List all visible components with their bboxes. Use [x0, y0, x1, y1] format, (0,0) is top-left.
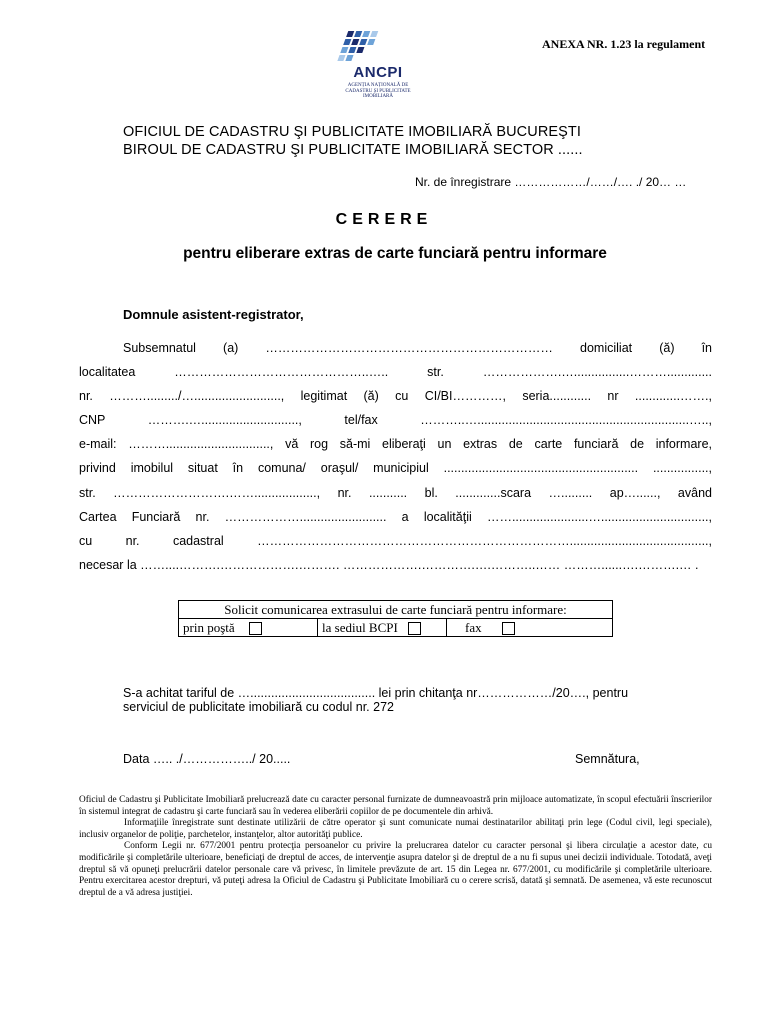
signature-label: Semnătura,: [575, 752, 640, 766]
delivery-method-table: [178, 600, 613, 637]
delivery-option-office-label: la sediul BCPI: [322, 619, 398, 635]
document-subtitle: pentru eliberare extras de carte funciară pentru informare: [183, 245, 607, 262]
annex-label: ANEXA NR. 1.23 la regulament: [542, 37, 706, 51]
registration-number[interactable]: Nr. de înregistrare ………………/……/…. ./ 20… …: [415, 175, 687, 189]
delivery-option-post[interactable]: [179, 619, 318, 637]
checkbox-office[interactable]: [408, 622, 421, 635]
privacy-paragraph-1: Oficiul de Cadastru şi Publicitate Imobiliară prelucrează date cu caracter personal furnizate de dumneavoastră prin mijloace automatizate, în scopul efectuării înscrierilor în sistemul integrat de cadastru şi carte funciară sau în vederea eliberării copiilor de pe documentele din arhivă.: [79, 795, 712, 817]
form-line-cnp[interactable]: CNP ……….…............................, tel/fax ………..….............................................................…..,: [79, 413, 712, 427]
checkbox-post[interactable]: [249, 622, 262, 635]
delivery-option-post-label: prin poştă: [183, 619, 235, 635]
ancpi-logo-icon: [337, 27, 419, 67]
date-field[interactable]: Data ….. ./……………../ 20.....: [123, 752, 291, 766]
form-line-cadastral[interactable]: cu nr. cadastral …………………………………………………………………........................................,: [79, 534, 712, 548]
ancpi-logo-subtitle: AGENȚIA NAȚIONALĂ DE CADASTRU ȘI PUBLICITATE IMOBILIARĂ: [345, 83, 411, 99]
form-line-purpose[interactable]: necesar la ……....……….……………….………. ……………….………….….………..…… ………......….……….… .: [79, 558, 699, 572]
form-line-land-register[interactable]: Cartea Funciară nr. ………………......................... a localităţii ……......................…...............................,: [79, 510, 712, 524]
form-line-applicant[interactable]: Subsemnatul (a) …………………………………………………………… domiciliat (ă) în: [123, 341, 712, 355]
payment-line-1[interactable]: S-a achitat tariful de ….................................... lei prin chitanţa nr………………/20…., pentru: [123, 686, 629, 700]
delivery-method-header: Solicit comunicarea extrasului de carte funciară pentru informare:: [179, 601, 613, 619]
form-line-address[interactable]: str. ……………………….…….................., nr. ........... bl. .............scara …......... ap…......, având: [79, 486, 712, 500]
greeting: Domnule asistent-registrator,: [123, 307, 304, 322]
office-line-2: BIROUL DE CADASTRU ŞI PUBLICITATE IMOBILIARĂ SECTOR ......: [123, 142, 583, 158]
checkbox-fax[interactable]: [502, 622, 515, 635]
form-line-email[interactable]: e-mail: ……….............................., vă rog să-mi eliberaţi un extras de carte funciară de informare,: [79, 437, 712, 451]
delivery-option-office[interactable]: [318, 619, 447, 637]
form-line-id[interactable]: nr. ………........./…........................., legitimat (ă) cu CI/BI…………, seria............ nr .............…….,: [79, 389, 712, 403]
document-title: CERERE: [335, 211, 433, 228]
form-line-locality[interactable]: localitatea ………………………………………..….. str. ……………….…................……….............: [79, 365, 712, 379]
form-line-property[interactable]: privind imobilul situat în comuna/ oraşul/ municipiul ........................................................ ................,: [79, 461, 712, 475]
ancpi-logo-name: ANCPI: [353, 64, 403, 81]
privacy-notice: [79, 795, 712, 899]
delivery-option-fax-label: fax: [465, 619, 482, 635]
privacy-paragraph-2: Informaţiile înregistrate sunt destinate utilizării de către operator şi sunt comunicate numai destinatarilor abilitaţi prin lege (Codul civil, legi speciale), inclusiv organelor de poliţie, parchetelor, instanţelor, altor autorităţi publice.: [79, 818, 712, 840]
delivery-option-fax[interactable]: [447, 619, 613, 637]
payment-line-2: serviciul de publicitate imobiliară cu codul nr. 272: [123, 700, 394, 714]
privacy-paragraph-3: Conform Legii nr. 677/2001 pentru protecţia persoanelor cu privire la prelucrarea datelor cu caracter personal şi libera circulaţie a acestor date, cu modificările şi completările ulterioare, beneficiaţi de dreptul de acces, de intervenţie asupra datelor şi de dreptul de a nu fi supus unei decizii individuale. Totodată, aveţi dreptul să vă opuneţi prelucrării datelor personale care vă privesc, în limitele prevăzute de art. 15 din Legea nr. 677/2001, cu modificările şi completările ulterioare. Pentru exercitarea acestor drepturi, vă puteţi adresa la Oficiul de Cadastru şi Publicitate Imobiliară cu o cerere scrisă, datată şi semnată. De asemenea, vă este recunoscut dreptul de a vă adresa justiţiei.: [79, 841, 712, 898]
office-line-1: OFICIUL DE CADASTRU ŞI PUBLICITATE IMOBILIARĂ BUCUREŞTI: [123, 124, 582, 140]
